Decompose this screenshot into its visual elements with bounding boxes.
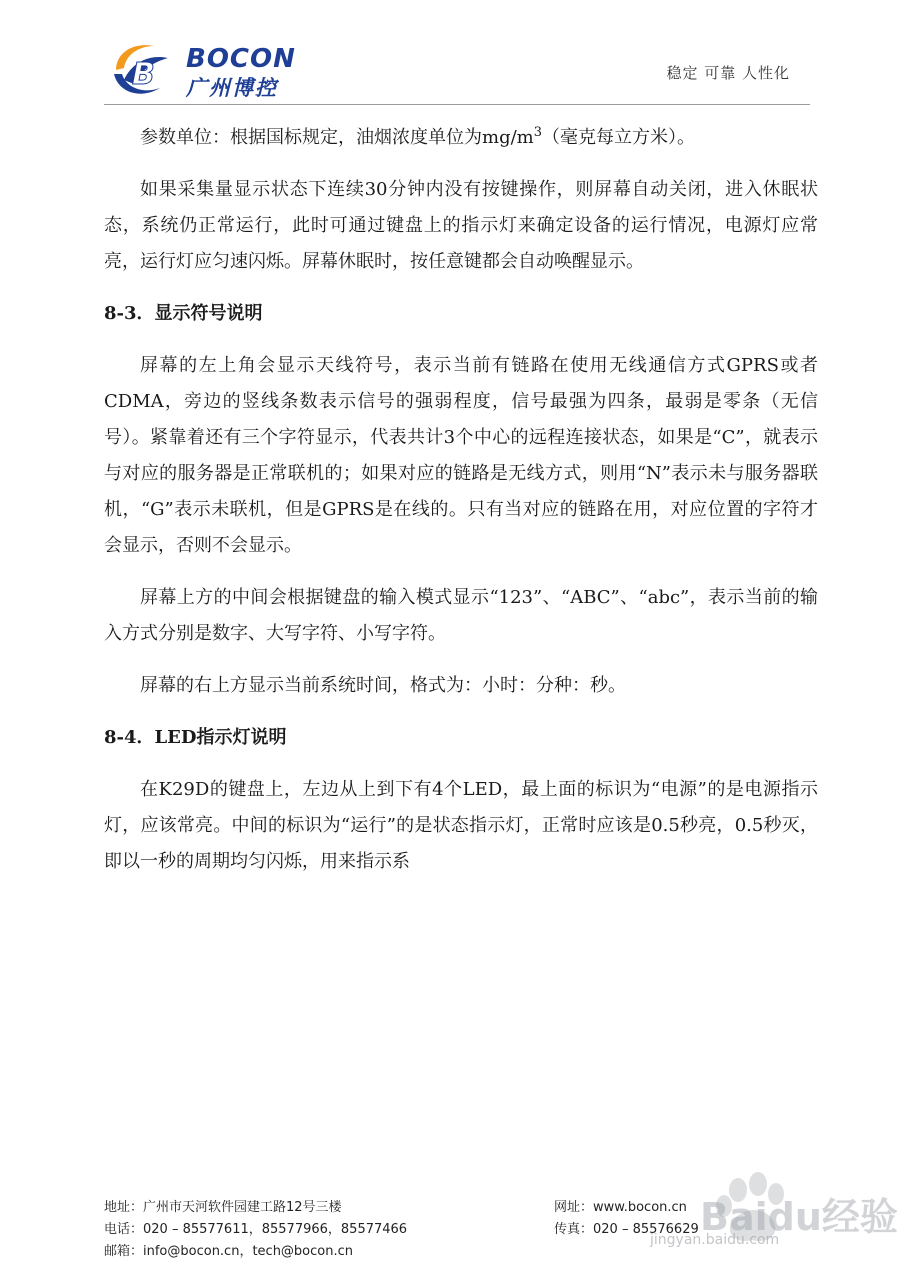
document-body [104,120,818,896]
page-header [104,38,810,105]
brand-name-cn: 广州博控 [186,76,278,100]
footer-address: 地址：广州市天河软件园建工路12号三楼 [104,1200,342,1215]
paragraph-unit: 参数单位：根据国标规定，油烟浓度单位为$mg/m^3$（毫克每立方米）。 [140,125,696,148]
bocon-logo-icon [110,40,170,98]
watermark-url: jingyan.baidu.com [650,1232,780,1248]
footer-email: 邮箱：info@bocon.cn，tech@bocon.cn [104,1244,353,1259]
paragraph-sleep: 如果采集量显示状态下连续30分钟内没有按键操作，则屏幕自动关闭，进入休眠状态，系统仍正常运行，此时可通过键盘上的指示灯来确定设备的运行情况，电源灯应常亮，运行灯应匀速闪烁。屏幕休眠时，按任意键都会自动唤醒显示。 [104,179,818,272]
section-heading-8-4: 8-4．LED指示灯说明 [104,727,287,748]
svg-text:B: B [132,57,155,92]
brand-name-en: BOCON [186,44,296,74]
footer-phone: 电话：020 – 85577611，85577966，85577466 [104,1222,408,1237]
paragraph-input-mode: 屏幕上方的中间会根据键盘的输入模式显示“123”、“ABC”、“abc”，表示当前的输入方式分别是数字、大写字符、小写字符。 [104,587,818,644]
paragraph-antenna: 屏幕的左上角会显示天线符号，表示当前有链路在使用无线通信方式GPRS或者CDMA，旁边的竖线条数表示信号的强弱程度，信号最强为四条，最弱是零条（无信号）。紧靠着还有三个字符显示，代表共计3个中心的远程连接状态，如果是“C”，就表示与对应的服务器是正常联机的；如果对应的链路是无线方式，则用“N”表示未与服务器联机，“G”表示未联机，但是GPRS是在线的。只有当对应的链路在用，对应位置的字符才会显示，否则不会显示。 [104,355,818,556]
paragraph-time: 屏幕的右上方显示当前系统时间，格式为：小时：分种：秒。 [140,675,626,696]
footer-fax: 传真：020 – 85576629 [554,1222,699,1237]
paragraph-led: 在K29D的键盘上，左边从上到下有4个LED，最上面的标识为“电源”的是电源指示灯，应该常亮。中间的标识为“运行”的是状态指示灯，正常时应该是0.5秒亮，0.5秒灭，即以一秒的周期均匀闪烁，用来指示系 [104,779,818,872]
watermark-text: Baidu经验 [700,1195,898,1239]
header-slogan: 稳定 可靠 人性化 [666,64,790,82]
section-heading-8-3: 8-3．显示符号说明 [104,303,263,324]
footer-website: 网址：www.bocon.cn [554,1200,687,1215]
